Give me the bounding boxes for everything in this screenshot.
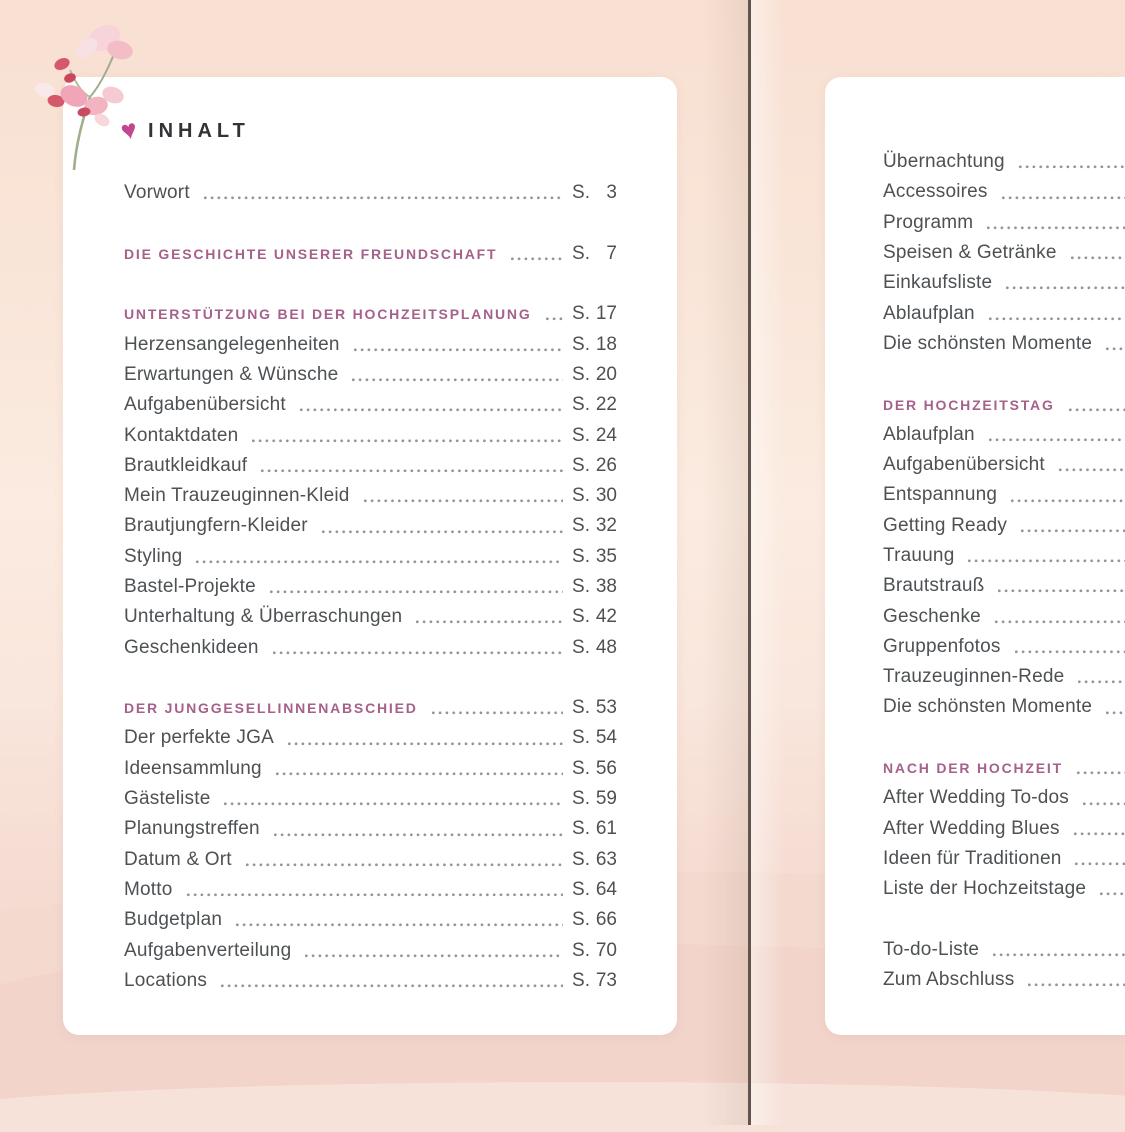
dotted-leader: [221, 984, 563, 988]
toc-section-heading-row: [124, 239, 617, 269]
toc-entry-row: [124, 754, 617, 784]
toc-entry-label: DER HOCHZEITSTAG: [883, 396, 1055, 413]
toc-page-number: [572, 303, 617, 325]
toc-entry-label: Trauung: [883, 545, 955, 566]
toc-entry-row: [883, 511, 1125, 541]
page-prefix: S.: [572, 394, 590, 416]
toc-entry-row: [883, 844, 1125, 874]
toc-section-gap: [124, 269, 617, 299]
toc-entry-row: [124, 390, 617, 420]
toc-entry-label: Unterhaltung & Überraschungen: [124, 606, 403, 628]
toc-entry-row: [883, 814, 1125, 844]
toc-entry-label: DER JUNGGESELLINNENABSCHIED: [124, 700, 418, 717]
toc-page-number: [572, 364, 617, 386]
page-title: INHALT: [148, 119, 250, 142]
page-value: 64: [595, 878, 617, 900]
toc-entry-row: [883, 208, 1125, 238]
page-prefix: S.: [572, 424, 590, 446]
dotted-leader: [546, 317, 564, 321]
toc-entry-label: Aufgabenübersicht: [124, 394, 286, 416]
page-prefix: S.: [572, 363, 590, 385]
toc-entry-row: [883, 420, 1125, 450]
page-prefix: S.: [572, 636, 590, 658]
page-fold-shadow: [702, 0, 749, 1125]
toc-entry-row: [124, 935, 617, 965]
toc-entry-row: [124, 905, 617, 935]
toc-entry-row: [124, 784, 617, 814]
toc-entry-row: [883, 541, 1125, 571]
toc-entry-label: Accessoires: [883, 181, 988, 203]
toc-page-number: [572, 940, 617, 962]
toc-entry-label: NACH DER HOCHZEIT: [883, 760, 1063, 777]
toc-entry-label: Geschenkideen: [124, 636, 259, 658]
dotted-leader: [432, 711, 563, 715]
toc-entry-label: Gruppenfotos: [883, 635, 1001, 657]
toc-page-number: [572, 243, 617, 265]
toc-page-number: [572, 849, 617, 871]
dotted-leader: [1077, 771, 1125, 775]
toc-entry-label: Der perfekte JGA: [124, 727, 274, 749]
toc-entry-row: [883, 450, 1125, 480]
toc-page-number: [572, 758, 617, 780]
toc-entry-row: [883, 935, 1125, 965]
toc-entry-label: Trauzeuginnen-Rede: [883, 666, 1065, 688]
page-prefix: S.: [572, 939, 590, 961]
page-prefix: S.: [572, 727, 590, 749]
toc-entry-row: [883, 147, 1125, 177]
page-prefix: S.: [572, 788, 590, 810]
dotted-leader: [998, 589, 1125, 593]
page-value: 26: [595, 454, 617, 476]
toc-entry-label: Liste der Hochzeitstage: [883, 878, 1087, 900]
right-page-card: [825, 77, 1125, 1035]
page-value: 42: [595, 606, 617, 628]
dotted-leader: [187, 893, 564, 897]
toc-entry-row: [883, 783, 1125, 813]
toc-entry-label: Einkaufsliste: [883, 272, 993, 294]
toc-entry-row: [124, 329, 617, 359]
dotted-leader: [305, 954, 563, 958]
toc-entry-row: [124, 451, 617, 481]
toc-entry-label: Ideensammlung: [124, 757, 262, 779]
page-value: 38: [595, 576, 617, 597]
page-prefix: S.: [572, 576, 590, 597]
toc-page-number: [572, 546, 617, 568]
toc-section-heading-row: [883, 753, 1125, 783]
toc-entry-label: Planungstreffen: [124, 818, 260, 840]
toc-page-number: [572, 788, 617, 810]
toc-list-right: [883, 147, 1125, 995]
dotted-leader: [1006, 286, 1125, 290]
toc-entry-label: Ablaufplan: [883, 423, 975, 445]
toc-entry-row: [883, 480, 1125, 510]
toc-entry-row: [124, 511, 617, 541]
toc-page-number: [572, 182, 617, 204]
toc-entry-row: [124, 481, 617, 511]
page-value: 54: [595, 727, 617, 749]
dotted-leader: [1106, 347, 1125, 351]
toc-page-number: [572, 727, 617, 749]
toc-entry-label: Die schönsten Momente: [883, 696, 1093, 718]
page-value: 32: [595, 515, 617, 537]
toc-entry-label: Herzensangelegenheiten: [124, 333, 340, 355]
page-prefix: S.: [572, 757, 590, 779]
dotted-leader: [204, 196, 563, 200]
toc-entry-row: [124, 542, 617, 572]
toc-entry-row: [883, 268, 1125, 298]
page-prefix: S.: [572, 697, 590, 719]
toc-entry-row: [124, 632, 617, 662]
toc-entry-row: [124, 723, 617, 753]
toc-entry-label: Datum & Ort: [124, 848, 232, 870]
page-value: 70: [595, 939, 617, 961]
toc-entry-label: Motto: [124, 878, 173, 900]
toc-entry-label: Gästeliste: [124, 788, 211, 810]
toc-entry-label: Kontaktdaten: [124, 424, 239, 446]
toc-page-number: [572, 425, 617, 447]
dotted-leader: [364, 499, 564, 503]
page-value: 59: [595, 788, 617, 810]
page-fold-highlight: [751, 0, 785, 1125]
toc-entry-label: After Wedding To-dos: [883, 787, 1070, 809]
page-value: 56: [595, 757, 617, 779]
toc-entry-label: Budgetplan: [124, 909, 223, 931]
toc-entry-row: [124, 845, 617, 875]
page-value: 73: [595, 969, 617, 991]
toc-page-number: [572, 576, 617, 598]
toc-page-number: [572, 394, 617, 416]
toc-entry-row: [124, 572, 617, 602]
dotted-leader: [276, 772, 563, 776]
toc-entry-label: Die schönsten Momente: [883, 332, 1093, 354]
toc-entry-label: Brautkleidkauf: [124, 454, 248, 476]
toc-page-number: [572, 455, 617, 477]
toc-entry-row: [124, 178, 617, 208]
page-value: 18: [595, 333, 617, 355]
toc-entry-label: Locations: [124, 969, 208, 991]
toc-section-gap: [883, 359, 1125, 389]
dotted-leader: [1028, 983, 1125, 987]
toc-section-heading-row: [124, 693, 617, 723]
page-value: 22: [595, 394, 617, 416]
toc-page-number: [572, 970, 617, 992]
page-value: 35: [595, 545, 617, 567]
page-prefix: S.: [572, 485, 590, 507]
dotted-leader: [1078, 680, 1125, 684]
toc-entry-label: Getting Ready: [883, 514, 1008, 536]
dotted-leader: [511, 257, 563, 261]
dotted-leader: [995, 620, 1125, 624]
dotted-leader: [989, 317, 1125, 321]
page-value: 66: [595, 909, 617, 931]
dotted-leader: [196, 560, 563, 564]
page-value: 7: [606, 242, 617, 264]
toc-entry-label: Aufgabenübersicht: [883, 454, 1045, 476]
dotted-leader: [1100, 892, 1125, 896]
page-prefix: S.: [572, 515, 590, 537]
dotted-leader: [246, 863, 563, 867]
dotted-leader: [1083, 802, 1125, 806]
toc-page-number: [572, 334, 617, 356]
page-prefix: S.: [572, 606, 590, 628]
heart-icon: ♥: [117, 113, 140, 147]
toc-page-number: [572, 909, 617, 931]
toc-entry-label: Styling: [124, 545, 183, 567]
toc-entry-row: [124, 814, 617, 844]
toc-list-left: [124, 178, 617, 996]
dotted-leader: [236, 923, 563, 927]
dotted-leader: [274, 833, 563, 837]
toc-entry-row: [883, 329, 1125, 359]
toc-entry-row: [124, 420, 617, 450]
dotted-leader: [1069, 408, 1125, 412]
dotted-leader: [1015, 650, 1125, 654]
toc-entry-label: DIE GESCHICHTE UNSERER FREUNDSCHAFT: [124, 245, 498, 262]
page-value: 20: [595, 363, 617, 385]
page-value: 3: [606, 182, 617, 204]
toc-entry-row: [883, 177, 1125, 207]
dotted-leader: [968, 559, 1125, 563]
toc-entry-label: Zum Abschluss: [883, 969, 1015, 991]
page-prefix: S.: [572, 182, 590, 204]
dotted-leader: [1071, 256, 1125, 260]
dotted-leader: [1059, 468, 1125, 472]
page-value: 17: [595, 303, 617, 325]
toc-entry-row: [883, 662, 1125, 692]
toc-entry-row: [883, 601, 1125, 631]
page-value: 48: [595, 636, 617, 658]
toc-entry-row: [883, 571, 1125, 601]
toc-entry-label: UNTERSTÜTZUNG BEI DER HOCHZEITSPLANUNG: [124, 306, 532, 323]
toc-entry-label: Mein Trauzeuginnen-Kleid: [124, 485, 350, 507]
page-prefix: S.: [572, 454, 590, 476]
page-prefix: S.: [572, 303, 590, 325]
toc-entry-label: After Wedding Blues: [883, 817, 1060, 839]
dotted-leader: [273, 651, 563, 655]
toc-entry-label: To-do-Liste: [883, 938, 980, 960]
toc-section-gap: [883, 904, 1125, 934]
dotted-leader: [1019, 165, 1125, 169]
page-prefix: S.: [572, 878, 590, 900]
page-value: 61: [595, 818, 617, 840]
page-prefix: S.: [572, 818, 590, 840]
dotted-leader: [322, 530, 563, 534]
toc-entry-row: [883, 874, 1125, 904]
page-prefix: S.: [572, 333, 590, 355]
dotted-leader: [1002, 196, 1125, 200]
page-value: 53: [595, 697, 617, 719]
dotted-leader: [1021, 529, 1125, 533]
toc-entry-row: [883, 298, 1125, 328]
toc-section-gap: [124, 663, 617, 693]
toc-entry-label: Entspannung: [883, 484, 998, 506]
toc-entry-label: Erwartungen & Wünsche: [124, 363, 339, 385]
dotted-leader: [261, 469, 563, 473]
dotted-leader: [416, 620, 563, 624]
dotted-leader: [288, 742, 563, 746]
toc-page-number: [572, 606, 617, 628]
page-prefix: S.: [572, 969, 590, 991]
toc-entry-label: Aufgabenverteilung: [124, 939, 292, 961]
page-value: 30: [595, 485, 617, 507]
flower-illustration: [12, 2, 162, 174]
page-prefix: S.: [572, 545, 590, 567]
toc-entry-row: [124, 966, 617, 996]
dotted-leader: [1074, 832, 1125, 836]
toc-entry-row: [124, 875, 617, 905]
toc-section-gap: [883, 723, 1125, 753]
page-prefix: S.: [572, 909, 590, 931]
toc-page-number: [572, 879, 617, 901]
dotted-leader: [987, 226, 1125, 230]
dotted-leader: [1106, 711, 1125, 715]
dotted-leader: [1011, 499, 1125, 503]
toc-page-number: [572, 485, 617, 507]
toc-entry-label: Bastel-Projekte: [124, 576, 256, 597]
toc-page-number: [572, 697, 617, 719]
toc-entry-row: [883, 965, 1125, 995]
dotted-leader: [300, 408, 563, 412]
toc-entry-label: Vorwort: [124, 182, 190, 204]
toc-section-heading-row: [124, 299, 617, 329]
toc-entry-row: [883, 692, 1125, 722]
toc-entry-label: Übernachtung: [883, 151, 1005, 173]
toc-entry-label: Ideen für Traditionen: [883, 847, 1062, 869]
toc-page-number: [572, 637, 617, 659]
page-prefix: S.: [572, 848, 590, 870]
toc-entry-label: Brautjungfern-Kleider: [124, 515, 308, 537]
toc-entry-row: [883, 632, 1125, 662]
toc-page-number: [572, 515, 617, 537]
dotted-leader: [1075, 862, 1125, 866]
toc-entry-row: [124, 360, 617, 390]
page-prefix: S.: [572, 242, 590, 264]
dotted-leader: [252, 439, 563, 443]
page-value: 63: [595, 848, 617, 870]
left-page-card: [63, 77, 677, 1035]
toc-entry-label: Ablaufplan: [883, 302, 975, 324]
dotted-leader: [270, 590, 563, 594]
toc-entry-label: Programm: [883, 211, 974, 233]
dotted-leader: [352, 378, 563, 382]
page-value: 24: [595, 424, 617, 446]
toc-section-heading-row: [883, 389, 1125, 419]
dotted-leader: [989, 438, 1125, 442]
dotted-leader: [354, 348, 563, 352]
dotted-leader: [993, 953, 1125, 957]
toc-page-number: [572, 818, 617, 840]
toc-entry-label: Geschenke: [883, 605, 981, 627]
toc-entry-label: Speisen & Getränke: [883, 242, 1057, 264]
toc-entry-row: [883, 238, 1125, 268]
toc-section-gap: [124, 208, 617, 238]
dotted-leader: [224, 802, 563, 806]
toc-entry-label: Brautstrauß: [883, 575, 985, 597]
toc-entry-row: [124, 602, 617, 632]
